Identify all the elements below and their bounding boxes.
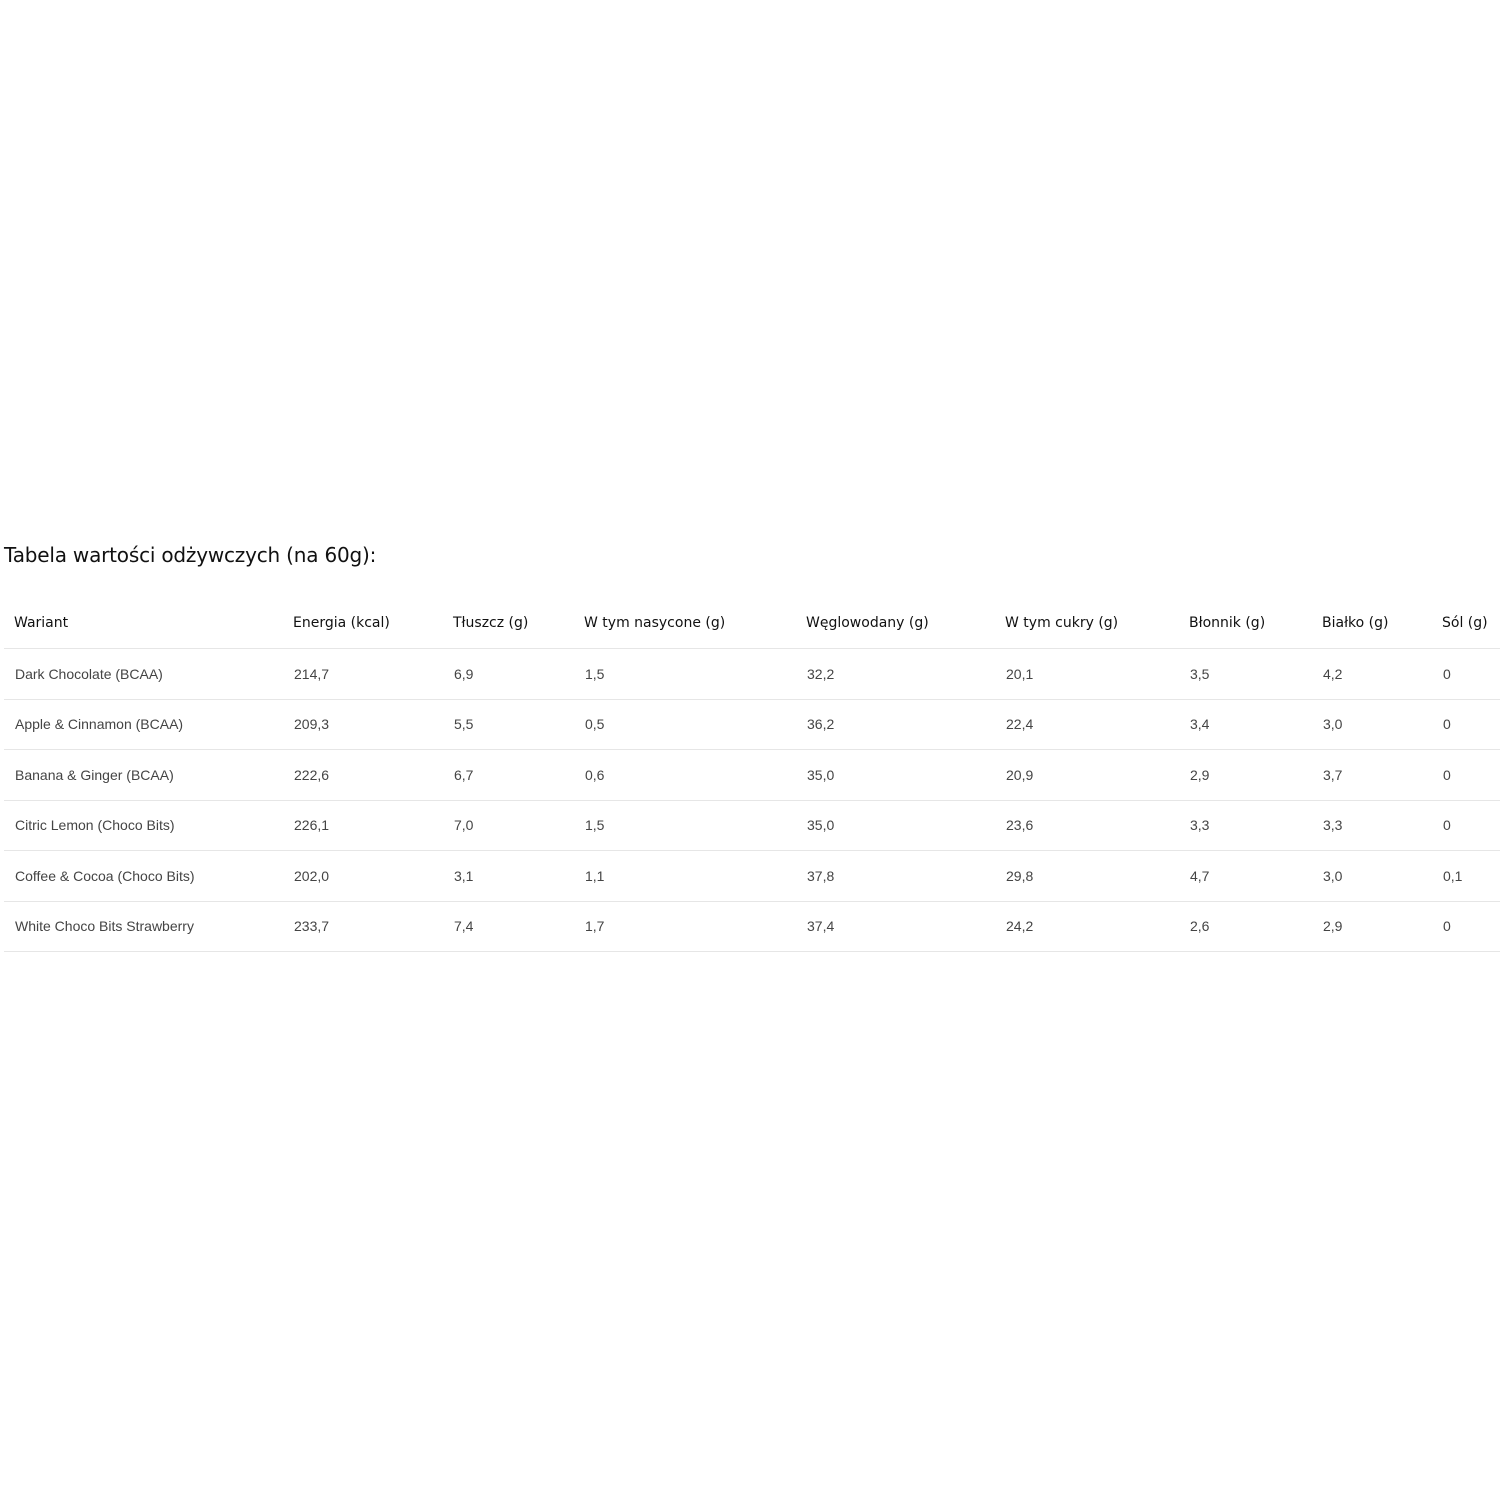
- cell-sol: 0: [1432, 699, 1500, 750]
- header-weglowodany: Węglowodany (g): [796, 597, 995, 649]
- cell-bialko: 3,3: [1312, 800, 1432, 851]
- table-row: [4, 851, 1500, 902]
- cell-energia: 226,1: [283, 800, 443, 851]
- cell-cukry: 24,2: [995, 901, 1179, 952]
- cell-sol: 0: [1432, 750, 1500, 801]
- nutrition-section: [4, 538, 1500, 952]
- cell-cukry: 20,1: [995, 649, 1179, 700]
- cell-bialko: 3,0: [1312, 851, 1432, 902]
- header-cukry: W tym cukry (g): [995, 597, 1179, 649]
- cell-tluszcz: 6,9: [443, 649, 574, 700]
- cell-blonnik: 3,3: [1179, 800, 1312, 851]
- cell-energia: 209,3: [283, 699, 443, 750]
- cell-sol: 0: [1432, 649, 1500, 700]
- cell-bialko: 3,0: [1312, 699, 1432, 750]
- cell-cukry: 23,6: [995, 800, 1179, 851]
- cell-nasycone: 1,1: [574, 851, 796, 902]
- cell-energia: 222,6: [283, 750, 443, 801]
- cell-bialko: 3,7: [1312, 750, 1432, 801]
- cell-sol: 0: [1432, 800, 1500, 851]
- cell-wariant: Apple & Cinnamon (BCAA): [4, 699, 283, 750]
- cell-tluszcz: 5,5: [443, 699, 574, 750]
- cell-cukry: 29,8: [995, 851, 1179, 902]
- nutrition-table: [4, 597, 1500, 952]
- header-tluszcz: Tłuszcz (g): [443, 597, 574, 649]
- cell-wariant: Citric Lemon (Choco Bits): [4, 800, 283, 851]
- cell-sol: 0: [1432, 901, 1500, 952]
- table-row: [4, 901, 1500, 952]
- header-blonnik: Błonnik (g): [1179, 597, 1312, 649]
- cell-sol: 0,1: [1432, 851, 1500, 902]
- header-bialko: Białko (g): [1312, 597, 1432, 649]
- cell-energia: 202,0: [283, 851, 443, 902]
- header-wariant: Wariant: [4, 597, 283, 649]
- cell-blonnik: 3,5: [1179, 649, 1312, 700]
- cell-cukry: 20,9: [995, 750, 1179, 801]
- cell-energia: 233,7: [283, 901, 443, 952]
- cell-weglowodany: 32,2: [796, 649, 995, 700]
- cell-energia: 214,7: [283, 649, 443, 700]
- cell-blonnik: 2,6: [1179, 901, 1312, 952]
- cell-bialko: 2,9: [1312, 901, 1432, 952]
- cell-wariant: Banana & Ginger (BCAA): [4, 750, 283, 801]
- cell-tluszcz: 3,1: [443, 851, 574, 902]
- table-row: [4, 649, 1500, 700]
- nutrition-table-title: Tabela wartości odżywczych (na 60g):: [4, 543, 377, 567]
- header-sol: Sól (g): [1432, 597, 1500, 649]
- cell-weglowodany: 35,0: [796, 750, 995, 801]
- cell-tluszcz: 7,0: [443, 800, 574, 851]
- cell-blonnik: 4,7: [1179, 851, 1312, 902]
- table-header-row: [4, 597, 1500, 649]
- header-nasycone: W tym nasycone (g): [574, 597, 796, 649]
- cell-bialko: 4,2: [1312, 649, 1432, 700]
- table-row: [4, 750, 1500, 801]
- table-row: [4, 800, 1500, 851]
- cell-nasycone: 0,5: [574, 699, 796, 750]
- cell-weglowodany: 37,8: [796, 851, 995, 902]
- cell-weglowodany: 35,0: [796, 800, 995, 851]
- cell-wariant: White Choco Bits Strawberry: [4, 901, 283, 952]
- cell-weglowodany: 36,2: [796, 699, 995, 750]
- cell-nasycone: 0,6: [574, 750, 796, 801]
- table-row: [4, 699, 1500, 750]
- cell-tluszcz: 7,4: [443, 901, 574, 952]
- cell-nasycone: 1,5: [574, 649, 796, 700]
- header-energia: Energia (kcal): [283, 597, 443, 649]
- cell-weglowodany: 37,4: [796, 901, 995, 952]
- cell-blonnik: 2,9: [1179, 750, 1312, 801]
- cell-wariant: Dark Chocolate (BCAA): [4, 649, 283, 700]
- cell-tluszcz: 6,7: [443, 750, 574, 801]
- cell-cukry: 22,4: [995, 699, 1179, 750]
- cell-nasycone: 1,7: [574, 901, 796, 952]
- cell-blonnik: 3,4: [1179, 699, 1312, 750]
- cell-nasycone: 1,5: [574, 800, 796, 851]
- cell-wariant: Coffee & Cocoa (Choco Bits): [4, 851, 283, 902]
